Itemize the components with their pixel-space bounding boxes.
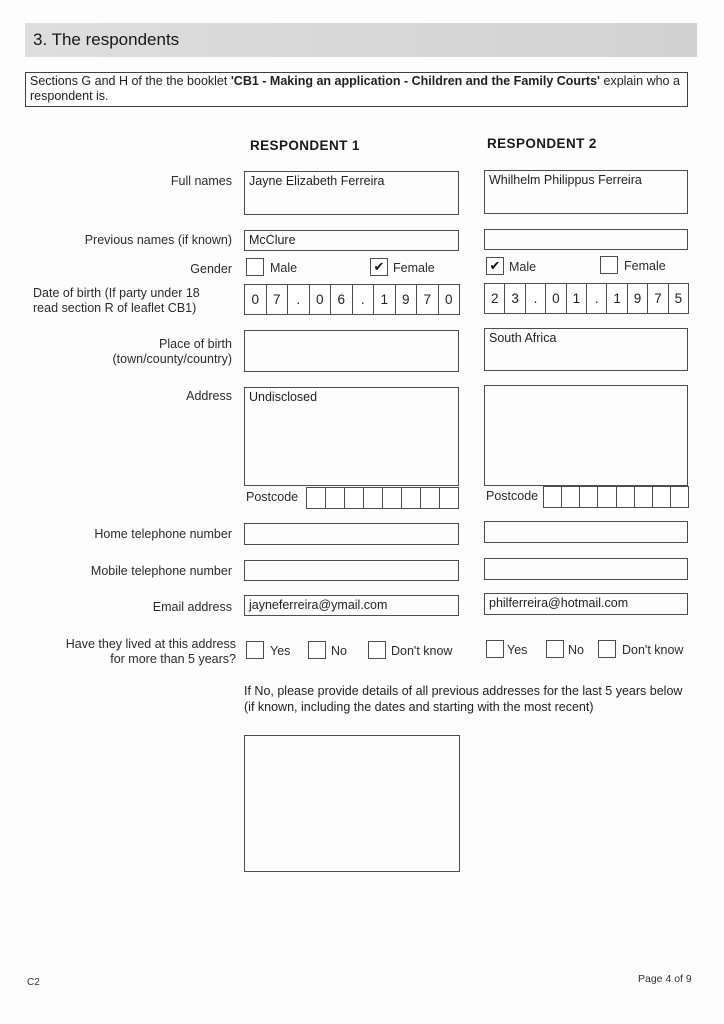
full-names-label: Full names: [170, 174, 232, 188]
r2-lived-yes-checkbox[interactable]: [486, 640, 504, 658]
r1-full-names-field[interactable]: Jayne Elizabeth Ferreira: [244, 171, 459, 215]
r2-full-names-field[interactable]: Whilhelm Philippus Ferreira: [484, 170, 688, 214]
r1-gender-female-checkbox[interactable]: ✔: [370, 258, 388, 276]
r1-lived-yes-checkbox[interactable]: [246, 641, 264, 659]
r1-dob-cell[interactable]: 0: [310, 285, 332, 314]
r2-dob-cell[interactable]: 2: [485, 284, 505, 313]
r1-dob-cell[interactable]: 0: [444, 292, 453, 307]
r2-gender-female-label: Female: [624, 259, 666, 273]
intro-text-pre: Sections G and H of the the booklet: [30, 74, 231, 88]
dob-label: [33, 286, 235, 316]
r2-dob-boxes: [484, 283, 689, 314]
r1-dob-boxes: [244, 284, 460, 315]
r2-postcode-label: Postcode: [486, 489, 539, 503]
r1-email-field[interactable]: jayneferreira@ymail.com: [244, 595, 459, 616]
r1-dob-cell[interactable]: 0: [245, 285, 267, 314]
r1-postcode-cell[interactable]: [440, 488, 458, 508]
address-label: Address: [186, 389, 232, 403]
r2-lived-dont-know-label: Don't know: [622, 643, 684, 657]
r2-lived-no-checkbox[interactable]: [546, 640, 564, 658]
r2-postcode-cell[interactable]: [544, 487, 562, 507]
r1-postcode-cell[interactable]: [326, 488, 345, 508]
section-title-bar: [25, 23, 697, 57]
r1-mobile-phone-field[interactable]: [244, 560, 459, 581]
previous-addresses-field[interactable]: [244, 735, 460, 872]
intro-text-booklet-title: 'CB1 - Making an application - Children and the Family Courts': [230, 74, 601, 88]
r1-gender-male-checkbox[interactable]: [246, 258, 264, 276]
r1-dob-cell[interactable]: 7: [267, 285, 289, 314]
footer-form-code: C2: [27, 977, 40, 988]
r2-dob-cell[interactable]: 1: [607, 284, 627, 313]
r2-dob-cell[interactable]: 9: [628, 284, 648, 313]
lived-label-line1: Have they lived at this address: [65, 637, 236, 651]
r2-postcode-cell[interactable]: [671, 487, 688, 507]
place-of-birth-label: [25, 337, 232, 367]
r2-dob-cell: .: [587, 284, 607, 313]
r1-home-phone-field[interactable]: [244, 523, 459, 545]
r2-address-field[interactable]: [484, 385, 688, 486]
r2-postcode-cell[interactable]: [617, 487, 635, 507]
r1-lived-dont-know-label: Don't know: [391, 644, 453, 658]
r2-dob-cell[interactable]: 0: [546, 284, 566, 313]
r1-gender-male-label: Male: [270, 261, 298, 275]
intro-text-post: explain who a respondent is.: [30, 74, 680, 103]
section-title: 3. The respondents: [33, 30, 180, 49]
r2-gender-male-checkbox[interactable]: ✔: [486, 257, 504, 275]
r2-dob-cell[interactable]: 1: [567, 284, 587, 313]
r2-home-phone-field[interactable]: [484, 521, 688, 543]
place-of-birth-label-line2: (town/county/country): [112, 352, 232, 366]
r2-lived-no-label: No: [568, 643, 584, 657]
footer-page-number: Page 4 of 9: [638, 973, 692, 985]
email-label: Email address: [152, 600, 232, 614]
place-of-birth-label-line1: Place of birth: [159, 337, 232, 351]
r2-lived-yes-label: Yes: [507, 643, 528, 657]
previous-addresses-note-line2: (if known, including the dates and starting with the most recent): [244, 699, 594, 714]
r1-dob-cell[interactable]: 6: [331, 285, 353, 314]
r2-previous-names-field[interactable]: [484, 229, 688, 250]
r1-lived-no-label: No: [331, 644, 347, 658]
r1-postcode-cell[interactable]: [307, 488, 326, 508]
r1-dob-cell: .: [288, 285, 310, 314]
intro-box: [25, 72, 688, 107]
respondent2-header: RESPONDENT 2: [487, 136, 597, 151]
r1-lived-dont-know-checkbox[interactable]: [368, 641, 386, 659]
r1-lived-yes-label: Yes: [270, 644, 291, 658]
lived-label-line2: for more than 5 years?: [110, 652, 236, 666]
dob-label-line2: read section R of leaflet CB1): [33, 301, 197, 315]
r2-dob-cell[interactable]: 3: [505, 284, 525, 313]
mobile-phone-label: Mobile telephone number: [90, 564, 232, 578]
r1-place-of-birth-field[interactable]: [244, 330, 459, 372]
r2-email-field[interactable]: philferreira@hotmail.com: [484, 593, 688, 615]
r1-postcode-cell[interactable]: [421, 488, 440, 508]
dob-label-line1: Date of birth (If party under 18: [33, 286, 200, 300]
r1-postcode-cell[interactable]: [364, 488, 383, 508]
r1-previous-names-field[interactable]: McClure: [244, 230, 459, 251]
r1-dob-cell[interactable]: 7: [417, 285, 439, 314]
r2-mobile-phone-field[interactable]: [484, 558, 688, 580]
respondent1-header: RESPONDENT 1: [250, 138, 360, 153]
previous-addresses-note-line1: If No, please provide details of all previous addresses for the last 5 years below: [244, 684, 683, 698]
previous-names-label: Previous names (if known): [84, 233, 232, 247]
r2-gender-female-checkbox[interactable]: [600, 256, 618, 274]
r2-dob-cell[interactable]: 7: [648, 284, 668, 313]
r2-postcode-cell[interactable]: [635, 487, 653, 507]
r2-place-of-birth-field[interactable]: South Africa: [484, 328, 688, 371]
r1-dob-cell: .: [353, 285, 375, 314]
r2-postcode-cell[interactable]: [562, 487, 580, 507]
gender-label: Gender: [190, 262, 232, 276]
lived-label: [25, 637, 236, 667]
r2-postcode-cell[interactable]: [580, 487, 598, 507]
r2-dob-cell: .: [526, 284, 546, 313]
r1-address-field[interactable]: Undisclosed: [244, 387, 459, 486]
previous-addresses-note: [244, 684, 684, 715]
r2-postcode-boxes: [543, 486, 689, 508]
r1-postcode-cell[interactable]: [383, 488, 402, 508]
home-phone-label: Home telephone number: [94, 527, 232, 541]
r2-lived-dont-know-checkbox[interactable]: [598, 640, 616, 658]
r1-gender-female-label: Female: [393, 261, 435, 275]
r1-dob-cell[interactable]: 9: [396, 285, 418, 314]
r1-postcode-boxes: [306, 487, 459, 509]
r2-postcode-cell[interactable]: [598, 487, 616, 507]
r2-dob-cell[interactable]: 5: [674, 291, 683, 306]
r1-dob-cell[interactable]: 1: [374, 285, 396, 314]
r2-postcode-cell[interactable]: [653, 487, 671, 507]
r1-postcode-cell[interactable]: [345, 488, 364, 508]
r1-lived-no-checkbox[interactable]: [308, 641, 326, 659]
r2-gender-male-label: Male: [509, 260, 537, 274]
r1-postcode-label: Postcode: [246, 490, 299, 504]
r1-postcode-cell[interactable]: [402, 488, 421, 508]
